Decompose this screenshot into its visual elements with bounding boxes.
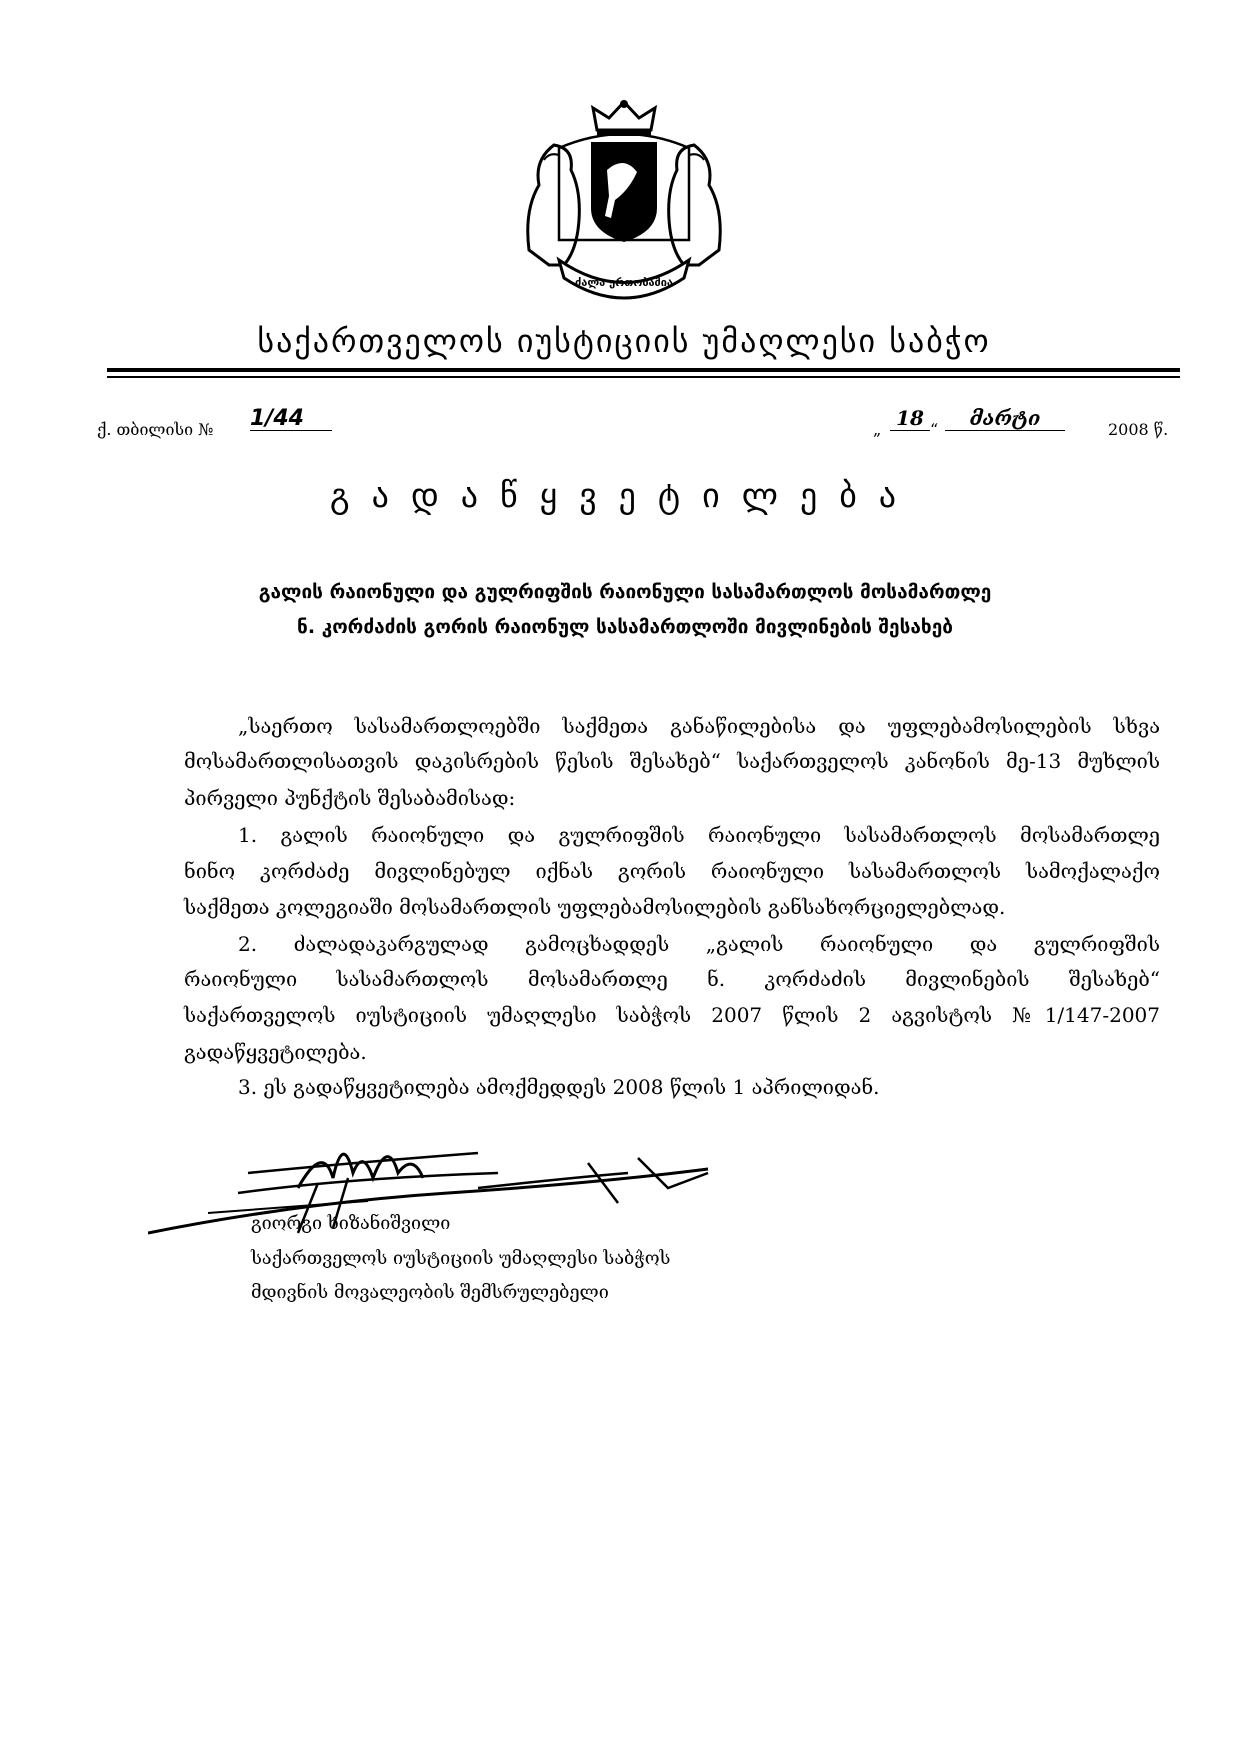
body-line: გადაწყვეტილება. (184, 1040, 367, 1064)
date-month: მარტი (945, 406, 1065, 431)
date-year: 2008 წ. (1108, 420, 1169, 439)
date-quote-close: “ (930, 420, 939, 439)
subject-line: ნ. კორძაძის გორის რაიონულ სასამართლოში მივლინების შესახებ (297, 616, 953, 638)
date-quote-open: „ (873, 420, 882, 439)
body-line: 2. ძალადაკარგულად გამოცხადდეს „გალის რაიონული და გულრიფშის (238, 932, 1160, 956)
signature (148, 1133, 768, 1238)
place-label: ქ. თბილისი № (97, 420, 214, 439)
body-line: ნინო კორძაძე მივლინებულ იქნას გორის რაიონული სასამართლოს სამოქალაქო (184, 859, 1160, 883)
signer-title: მდივნის მოვალეობის შემსრულებელი (251, 1282, 609, 1303)
body-line: პირველი პუნქტის შესაბამისად: (184, 786, 516, 810)
header-rule-thin (107, 376, 1180, 378)
body-line: საქართველოს იუსტიციის უმაღლესი საბჭოს 2007 წლის 2 აგვისტოს №1/147-2007 (184, 1003, 1160, 1027)
signer-name: გიორგი ხიზანიშვილი (251, 1213, 451, 1234)
body-line: 1. გალის რაიონული და გულრიფშის რაიონული სასამართლოს მოსამართლე (238, 823, 1160, 847)
document-type-heading: გადაწყვეტილება (329, 476, 919, 516)
body-line: რაიონული სასამართლოს მოსამართლე ნ. კორძაძის მივლინების შესახებ“ (184, 967, 1160, 991)
organization-title: საქართველოს იუსტიციის უმაღლესი საბჭო (257, 322, 991, 360)
subject-line: გალის რაიონული და გულრიფშის რაიონული სასამართლოს მოსამართლე (258, 581, 992, 603)
coat-of-arms-emblem (519, 100, 729, 300)
body-line: „საერთო სასამართლოებში საქმეთა განაწილებისა და უფლებამოსილების სხვა (238, 714, 1160, 738)
date-day: 18 (890, 406, 930, 431)
signer-title: საქართველოს იუსტიციის უმაღლესი საბჭოს (251, 1248, 671, 1269)
header-rule-thick (107, 368, 1180, 372)
registration-number: 1/44 (250, 406, 332, 431)
body-line: მოსამართლისათვის დაკისრების წესის შესახებ“ საქართველოს კანონის მე-13 მუხლის (184, 749, 1160, 773)
svg-text:ძალა ერთობაშია: ძალა ერთობაშია (575, 276, 673, 289)
body-line: საქმეთა კოლეგიაში მოსამართლის უფლებამოსილების განსახორციელებლად. (184, 895, 1006, 919)
body-line: 3. ეს გადაწყვეტილება ამოქმედდეს 2008 წლის 1 აპრილიდან. (238, 1075, 880, 1099)
